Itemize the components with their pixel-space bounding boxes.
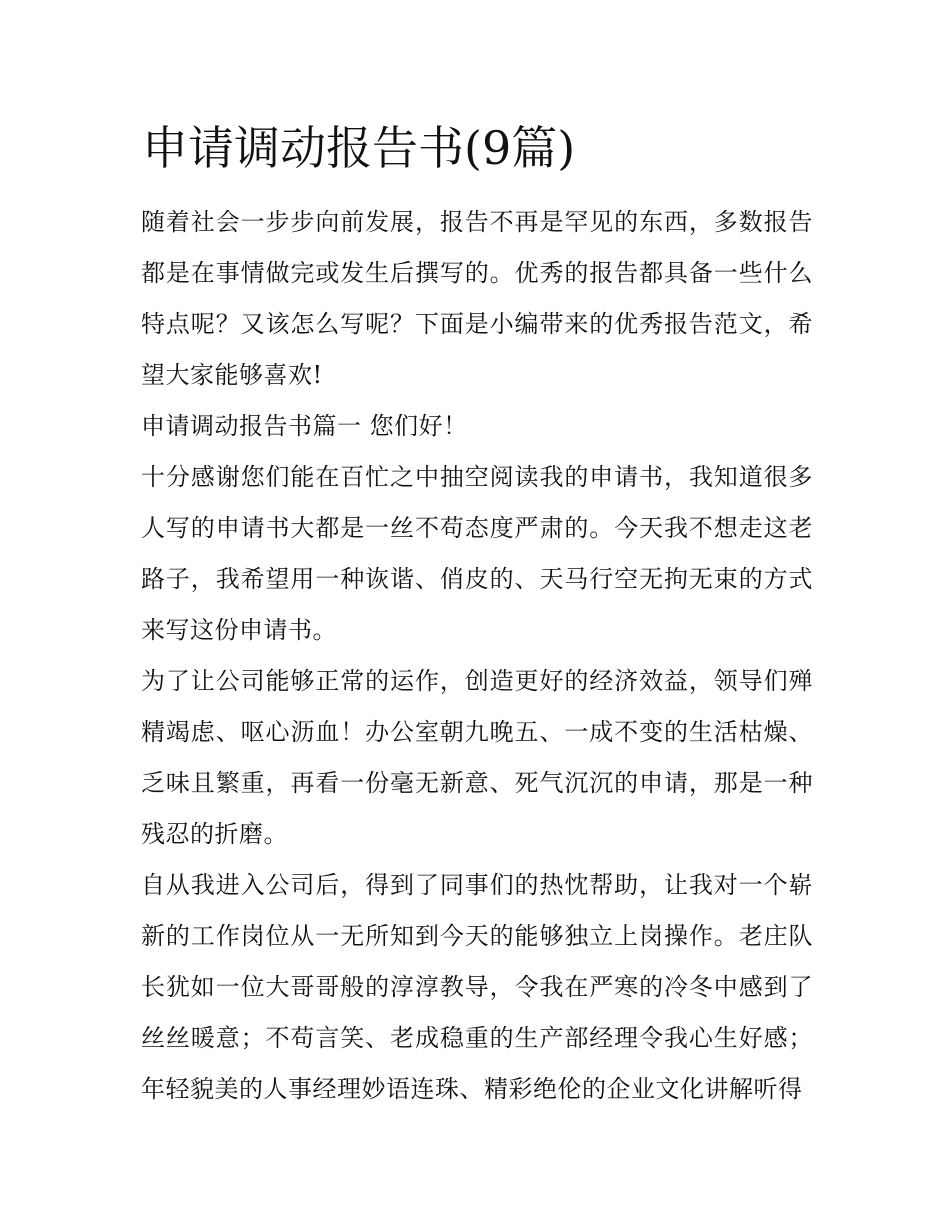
body-paragraph: 为了让公司能够正常的运作，创造更好的经济效益，领导们殚精竭虑、呕心沥血！办公室朝九晚五、一成不变的生活枯燥、乏味且繁重，再看一份毫无新意、死气沉沉的申请，那是一种残忍的折磨。: [141, 667, 813, 848]
body-paragraph: 十分感谢您们能在百忙之中抽空阅读我的申请书，我知道很多人写的申请书大都是一丝不苟态度严肃的。今天我不想走这老路子，我希望用一种诙谐、俏皮的、天马行空无拘无束的方式来写这份申请书。: [141, 463, 813, 644]
document-body: [141, 197, 813, 1115]
document-title: 申请调动报告书(9篇): [142, 121, 576, 175]
body-paragraph: 自从我进入公司后，得到了同事们的热忱帮助，让我对一个崭新的工作岗位从一无所知到今天的能够独立上岗操作。老庄队长犹如一位大哥哥般的淳淳教导，令我在严寒的冷冬中感到了丝丝暖意；不苟言笑、老成稳重的生产部经理令我心生好感；年轻貌美的人事经理妙语连珠、精彩绝伦的企业文化讲解听得: [141, 871, 813, 1103]
section-heading-paragraph: 申请调动报告书篇一 您们好！: [141, 412, 468, 440]
intro-paragraph: 随着社会一步步向前发展，报告不再是罕见的东西，多数报告都是在事情做完或发生后撰写的。优秀的报告都具备一些什么特点呢？又该怎么写呢？下面是小编带来的优秀报告范文，希望大家能够喜欢!: [141, 208, 813, 389]
